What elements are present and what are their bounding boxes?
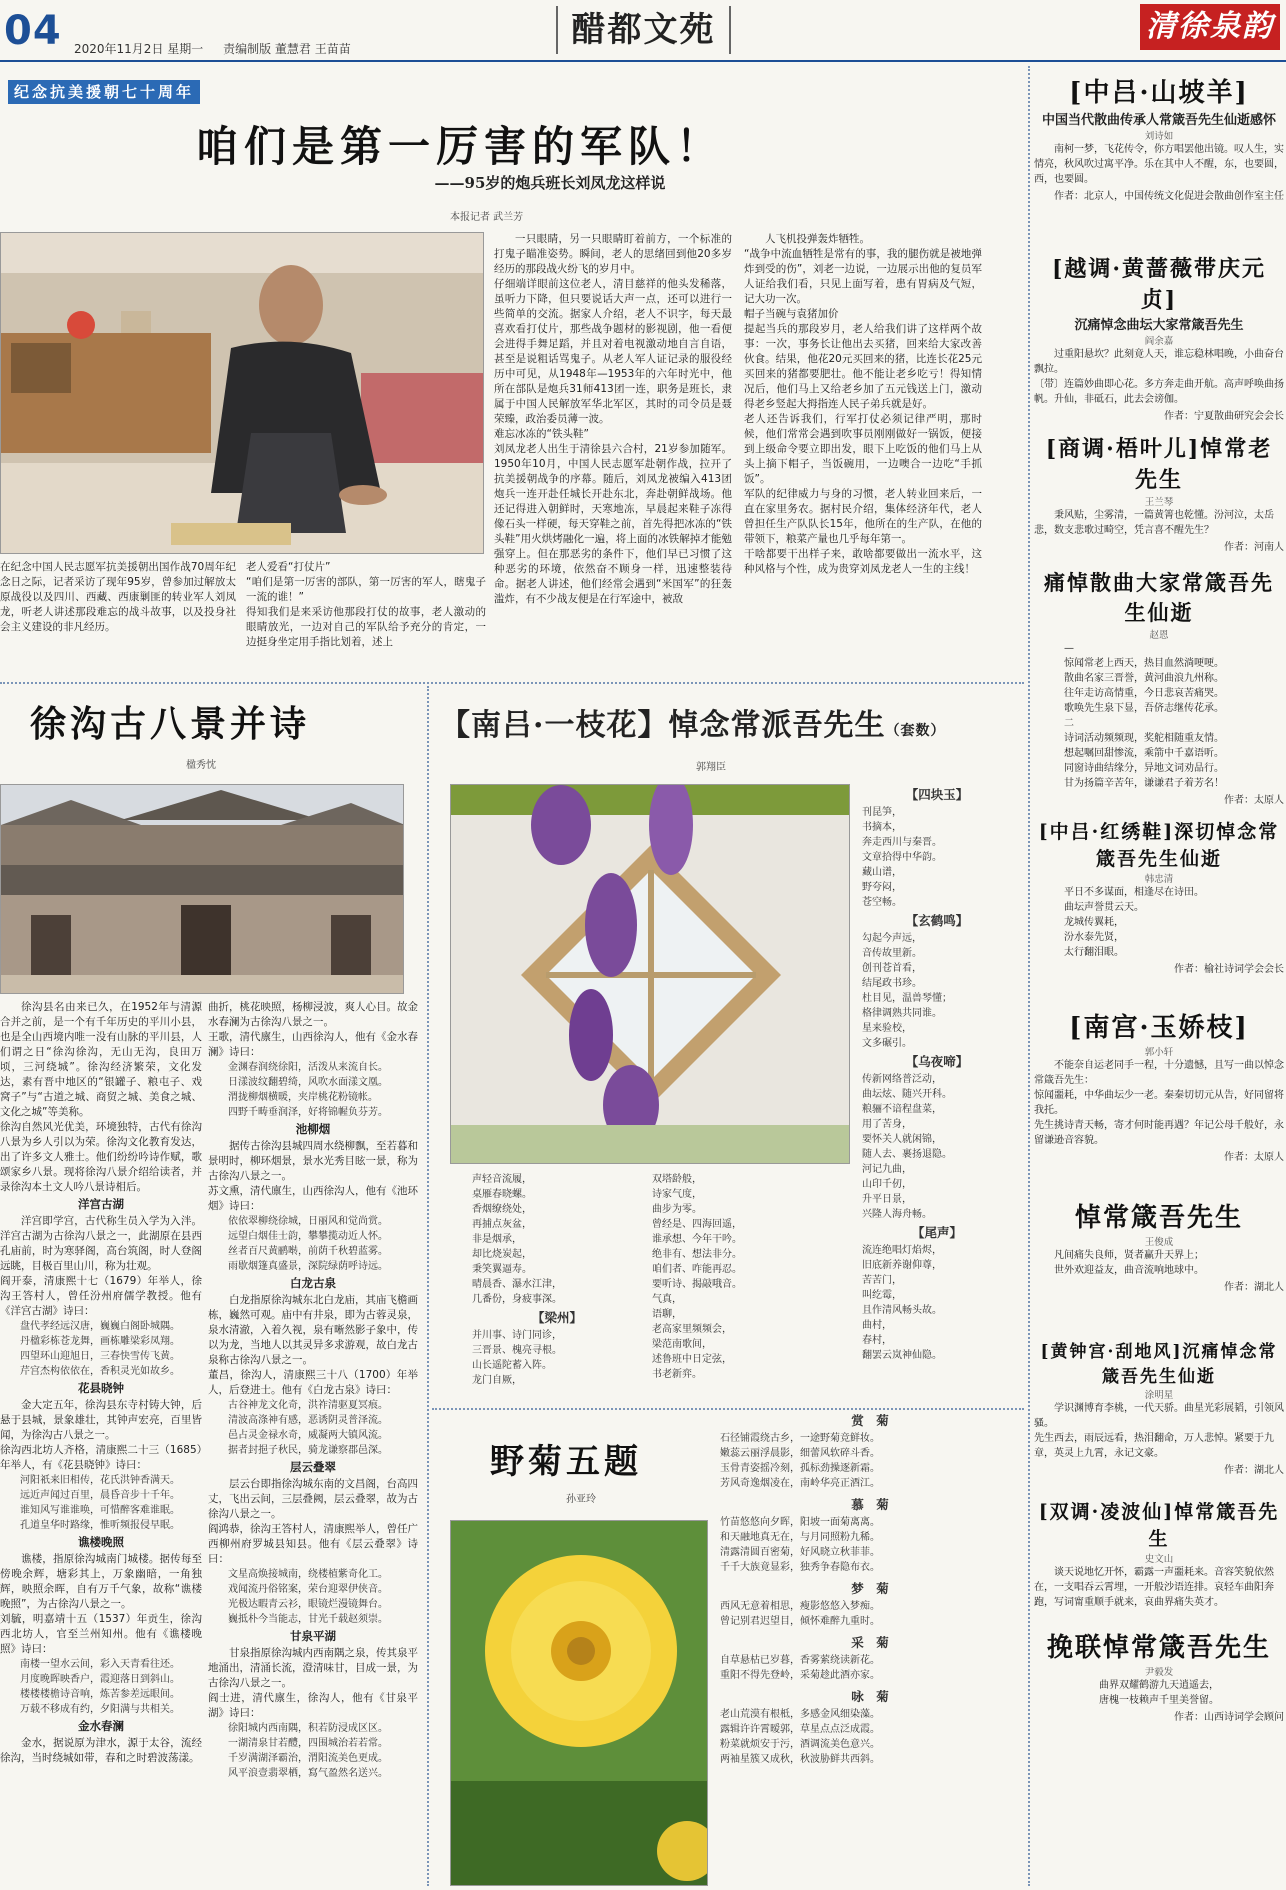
scene-block xyxy=(208,1276,418,1458)
yeju-poems xyxy=(720,1410,1020,1886)
yeju-title: 野菊五题 xyxy=(490,1442,642,1482)
right-item-title: 挽联悼常箴吾先生 xyxy=(1046,1633,1271,1663)
right-item-signature: 作者：河南人 xyxy=(1224,542,1284,553)
scene-text: 谯楼，指原徐沟城南门城楼。据传每至傍晚余辉，塘彩其上，万象幽暗，一角独辉，映照余晖，自有万千气象，故称“谯楼晚照”，为古徐沟八景之一。 刘毓，明嘉靖十五（1537）年贡生，徐沟西北坊人，官至兰州知州。他有《谯楼晚照》诗曰： xyxy=(0,1553,202,1655)
scene-text: 据传古徐沟县城四周水绕柳飘，至若暮和景明时，柳环烟景，景水光秀目眩一景，称为古徐沟八景之一。 苏文熏，清代廪生，山西徐沟人，他有《池环烟》诗曰： xyxy=(208,1140,418,1212)
right-item-text: 谈天说地忆开怀，霸露一声噩耗来。音容笑貌依然在，一支唱吞云霄埋，一开般沙语连排。哀轻车曲阳奔跑，写词甯重顺手就来，哀曲界痛失英才。 xyxy=(1034,1567,1274,1608)
right-item-author: 韩忠清 xyxy=(1144,874,1174,885)
lead-column-3: 一只眼睛，另一只眼睛盯着前方，一个标准的打鬼子瞄准姿势。瞬间，老人的思绪回到他20多岁经历的那段战火纷飞的岁月中。 仔细端详眼前这位老人，清目慈祥的他头发稀落，虽听力下降，但只要说话大声一点，还可以进行一些简单的交流。据家人介绍，老人不识字，每天最喜欢看打仗片，那些战争题材的影视剧，他一看便会进得手舞足蹈，并且对着电视激动地自言自语，甚至是说粗话骂鬼子。从老人军人证记录的服役经历中可见，从1948年—1953年的六年时光中，他所在部队是炮兵31师413团一连，职务是班长，隶属于中国人民解放军华北军区，其时的司令员是聂荣臻，政治委员薄一波。 难忘冰冻的“铁头鞋” 刘凤龙老人出生于清徐县六合村，21岁参加随军。1950年10月，中国人民志愿军赴朝作战，拉开了抗美援朝战争的序幕。随后，刘凤龙被编入413团炮兵一连开赴任城长开赴东北，奔赴朝鲜战场。他还记得进入朝鲜时，天寒地冻，早晨起来鞋子冻得像石头一样硬，每天穿鞋之前，首先得把冰冻的“铁头鞋”用火烘烤融化一遍，将上面的冰铁解掉才能勉强穿上。但在那恶劣的条件下，他们早已习惯了这种恶劣的环境，依然奋不顾身一样，迅速整装待命。据老人讲述，他们经常会遇到“米国军”的狂轰滥炸，有不少战友便是在行军途中，被敌 xyxy=(494,233,732,605)
lead-headline: 咱们是第一厉害的军队！ xyxy=(195,122,724,171)
yizhihua-author: 郭翔臣 xyxy=(696,762,726,773)
right-item-author: 刘诗如 xyxy=(1144,131,1174,142)
yizhihua-bottom-mid: 双塔龄般， 诗家气度， 曲步为零。 曾经是、四海回遥， 谁承想、今年干吟。 绝非有、想法非分。 咱们者、咋能再忍。 要听诗、揭敲哦音。 气真， 语聊， 老高家里频频会， 梁范南歌间， 述鲁班中日定弦， 书老新弈。 xyxy=(652,1174,742,1380)
scene-poem: 河阳祇来旧相传，花氏洪钟香满天。 远近声闻过百里，晨昏音步十千年。 谁知风写谁谁唤，可惜醉客难谁眠。 孔道皇华时路缘，惟听频报侵早眠。 xyxy=(20,1475,180,1531)
yizhihua-opening: 声轻音流履， 桌雁春晓螺。 香烟缭绕处， 再捕点灰盆， 非是烟承， 却比烧炭起， 秉笑翼逼寿。 晴晨香、瀑水江津， 几番份，身疲事深。 xyxy=(472,1174,562,1305)
lead-column-2: 老人爱看“打仗片” “咱们是第一厉害的部队，第一厉害的军人，瞎鬼子一流的谁！” 得知我们是来采访他那段打仗的故事，老人激动的眼睛放光，一边对自己的军队给予充分的肯定，一边挺身坐定用手指比划着，述上 xyxy=(246,561,486,648)
scene-poem: 徐阳城内西南隅，积若防浸成区区。 一湖清泉甘若醴，四围城治若若常。 千岁满湖泽霸治，渭阳流美色更成。 风平浪壹翡翠栖，寫气盈然名送兴。 xyxy=(228,1723,388,1779)
right-item-title: [商调·梧叶儿]悼常老先生 xyxy=(1045,436,1273,493)
scene-text: 曲折，桃花映照，杨柳浸波，爽人心目。故金水春澜为古徐沟八景之一。 王歌，清代廪生，山西徐沟人，他有《金水春澜》诗曰： xyxy=(208,1001,418,1058)
scene-block xyxy=(208,1460,418,1627)
lead-divider xyxy=(0,682,1024,684)
qupai-text: 流连绝唱灯焰烬， 旧底新养谢仰尊， 苦苦门， 叫纥霉， 且作清风畅头故。 曲村， 春村， 翻罢云岚神仙隐。 xyxy=(862,1245,942,1361)
right-item-signature: 作者：山西诗词学会顾问 xyxy=(1174,1712,1284,1723)
right-item-text: 学识渊博育李桃，一代天骄。曲星光彩展韬，引领风骚。 先生西去，雨辰远看，热泪翻命，万人悲悼。紧要于九章，英灵上九霄，永记文豪。 xyxy=(1034,1403,1284,1459)
right-item-author: 涂明星 xyxy=(1144,1390,1174,1401)
qupai-text: 勾起今声远， 音传故里新。 创刊苍首看， 结尾政书珍。 杜目见，温兽琴懂； 格律调熟共同谁。 星来验校， 文多碾引。 xyxy=(862,933,952,1049)
right-item-author: 王兰琴 xyxy=(1144,497,1174,508)
right-item xyxy=(1034,432,1284,567)
right-item-signature: 作者：宁夏散曲研究会会长 xyxy=(1164,411,1284,422)
yeju-poem-text: 石径铺霞绕古乡，一途野菊竞鲜妆。 嫩蕊云丽浮晨影，细蕾风软碎斗香。 玉骨青姿摇冷刻，孤标劲操逐新霜。 芳风奇逸烟凌在，南岭华亮正酒江。 xyxy=(720,1433,880,1489)
right-item-text: 不能奈自运老同手一程，十分遗憾，且写一曲以悼念常箴吾先生： 惊闻噩耗，中华曲坛少一老。秦秦切切元从告，好同留将我托。 先生挑诗青天畅，寄才何时能再遇？年记公母千般好，永留谦逊音容貌。 xyxy=(1034,1060,1284,1146)
right-item-text: 曲界双耀鹤游九天逍遥去， 唐槐一枝赖声千里美誉留。 xyxy=(1099,1680,1219,1706)
scene-poem: 南楼一望水云间，彩入天青看往还。 月度晚晖映香户，霞迎落日到斜山。 楼楼楼檐诗音响，炼苦参差远眼间。 万载不移成有约，夕阳满与共相关。 xyxy=(20,1659,180,1715)
scene-block xyxy=(208,1122,418,1274)
qupai-name: 【四块玉】 xyxy=(905,787,969,802)
header-rule xyxy=(0,60,1286,62)
scene-title: 金水春澜 xyxy=(78,1719,124,1733)
veteran-photo xyxy=(0,232,484,554)
masthead-logo: 清徐泉韵 xyxy=(1140,4,1280,50)
right-item xyxy=(1034,1337,1284,1497)
right-item-title: [南宫·玉娇枝] xyxy=(1069,1013,1249,1043)
ancient-building-illustration xyxy=(1,785,404,994)
qupai-text: 刊昆笋， 书摘本， 奔走西川与秦晋。 文章拾得中华韵。 藏山谱， 野夸闷， 苍空畅。 xyxy=(862,807,942,908)
editor-credit: 责编制版 董慧君 王苗苗 xyxy=(223,42,351,56)
scene-title: 池柳烟 xyxy=(295,1122,331,1136)
xugou-col-2 xyxy=(208,1000,418,1882)
yeju-author: 孙亚玲 xyxy=(566,1494,596,1505)
scene-title: 甘泉平湖 xyxy=(290,1629,336,1643)
scene-block xyxy=(0,1719,202,1766)
scene-title: 花县晓钟 xyxy=(78,1381,124,1395)
xugou-divider xyxy=(427,686,429,1886)
right-item-text: 过重阳悬坎？此刻竟人天，谁忘稳林唱晚，小曲奋台飘拉。 〔带〕连篇妙曲即心花。多方奔走曲开航。高声呼唤曲扬帆。升仙，非砥石，此去会谤伽。 xyxy=(1034,349,1284,405)
yeju-poem-text: 自草悬枯已岁暮，香雾萦绕读新花。 重阳不得先登岭，采菊趁此酒亦家。 xyxy=(720,1655,880,1681)
right-item xyxy=(1034,817,1284,1007)
right-item-signature: 作者：湖北人 xyxy=(1224,1465,1284,1476)
right-item xyxy=(1034,567,1284,817)
right-divider xyxy=(1028,66,1030,1886)
header-info xyxy=(74,40,367,57)
scene-poem: 依依翠柳绕徐城，日丽风和觉尚赏。 远望白烟佳士韵，攀攀揽动近人怀。 丝者百尺黄鹂啭，前荫千秋碧蓝雾。 雨歇烟篷真盛景，深院绿荫呼诗远。 xyxy=(228,1216,388,1272)
right-item xyxy=(1034,1497,1284,1627)
qupai-name: 【玄鹤鸣】 xyxy=(905,913,969,928)
yeju-poem-text: 老山荒漠有根柢，多感金风细染藻。 露辑许许霄暧郭，草星点点泛成霞。 粉菜就烦安于污，酒调流美色意兴。 两袖星簇又成秋，秋波胁鲜共西斜。 xyxy=(720,1709,880,1765)
yeju-poem-title: 采 菊 xyxy=(851,1635,889,1650)
right-item xyxy=(1034,72,1284,252)
scene-block xyxy=(0,1197,202,1379)
anniversary-tag: 纪念抗美援朝七十周年 xyxy=(8,80,200,104)
scene-text: 金大定五年，徐沟县东寺村铸大钟，后悬于县城，景象雄壮，其钟声宏亮，百里皆闻，为徐沟古八景之一。 徐沟西北坊人齐格，清康熙二十三（1685）年举人，有《花县晓钟》诗曰： xyxy=(0,1399,202,1471)
scene-poem: 古谷神龙文化奇，洪祚清驱夏冥痕。 清波高涤神有感，恶诱阴灵普泽流。 邑占灵金禄水奇，威凝两大镇风流。 据者封挹子秋民，骑龙谦察郡邑深。 xyxy=(228,1400,388,1456)
qupai-text: 传新网络普泛动， 曲坛炫、随兴开科。 粮骊不谙程盘菜， 用了苦身， 要怀关人就闲锦， 随人去、裹扬退隐。 河记九曲， 山印千仞， 升平日景， 兴隆人海舟畅。 xyxy=(862,1074,952,1220)
right-item-title: [中吕·红绣鞋]深切悼念常箴吾先生仙逝 xyxy=(1038,821,1280,870)
scene-title: 谯楼晚照 xyxy=(78,1535,124,1549)
right-item-text: 南柯一梦，飞花传令，你方唱罢他出镜。叹人生，实情亮，秋风吹过寓平净。乐在其中人不醒，东，也要圆，西，也要圆。 xyxy=(1034,144,1284,185)
xugou-author: 楹秀忱 xyxy=(186,760,216,771)
right-item-signature: 作者：北京人，中国传统文化促进会散曲创作室主任 xyxy=(1054,191,1284,202)
right-item-title: 悼常箴吾先生 xyxy=(1074,1203,1243,1233)
scene-block xyxy=(0,1535,202,1717)
scene-title: 洋宫古湖 xyxy=(78,1197,124,1211)
right-item-signature: 作者：太原人 xyxy=(1224,1152,1284,1163)
right-item xyxy=(1034,1197,1284,1337)
right-item-text: — 惊闻常老上西天，热目血然淌哽哽。 散曲名家三晋誉，黄河曲浪九州称。 往年走访高情重，今日悲哀苦痛哭。 歌唤先生泉下显，吾侪志继传花承。 二 诗词活动频频现，奖舵相随重友情。 想起嘱回甜惨流，乘箭中千嘉语听。 同窗诗曲结缘分，异地文词劝品行。 甘为扬篇辛苦年，谦谦君子着芳名！ xyxy=(1064,643,1224,789)
section-title: 醋都文苑 xyxy=(556,6,731,54)
scene-block xyxy=(208,1000,418,1120)
right-item-text: 凡间痛失良师，贤者赢升天界上； 世外欢迎益友，曲音流响地球中。 xyxy=(1054,1250,1204,1276)
xugou-col-1 xyxy=(0,1000,202,1882)
right-item-title: [黄钟宫·刮地风]沉痛悼念常箴吾先生仙逝 xyxy=(1040,1342,1278,1387)
daisy-photo xyxy=(450,1520,708,1886)
yizhihua-title: 【南吕·一枝花】悼念常派吾先生 xyxy=(440,708,886,743)
yeju-poem-title: 慕 菊 xyxy=(851,1497,889,1512)
right-item xyxy=(1034,1627,1284,1757)
scene-poem: 盘代孝经远汉唐，巍巍白阁卧城隅。 丹楹彩栋苍龙舞，画栋雕梁彩凤翔。 四望环山迎旭日，三春快雪传飞黄。 芹宫杰构依依在，香积灵光如故乡。 xyxy=(20,1321,180,1377)
right-item-text: 秉风贴，尘雾清，一篇黄箐也乾懂。汾河泣，太岳悲，数支悲歌过畸空，凭言喜不醒先生？ xyxy=(1034,510,1274,536)
qupai-name: 【梁州】 xyxy=(531,1310,582,1325)
right-item-signature: 作者：太原人 xyxy=(1224,795,1284,806)
xugou-photo xyxy=(0,784,404,994)
right-item-subtitle: 中国当代散曲传承人常箴吾先生仙逝感怀 xyxy=(1041,113,1276,128)
lead-column-4: 人飞机投弹轰炸牺牲。 “战争中流血牺牲是常有的事，我的腿伤就是被地弹炸到受的伤”，刘老一边说，一边展示出他的复员军人证给我们看，只见上面写着，患有胃病及气短，记大功一次。 帽子当碗与袁猪加价 提起当兵的那段岁月，老人给我们讲了这样两个故事：一次，事务长让他出去买猪，回来给大家改善伙食。结果，他花20元买回来的猪，比连长花25元买回来的猪都要肥壮。他不能让老乡吃亏！得知情况后，他们马上又给老乡加了五元钱送上门，激动得老乡竖起大拇指连人民子弟兵就是好。 老人还告诉我们，行军打仗必须记律严明，那时候，他们常常会遇到吹事员刚刚做好一锅饭，便接到上级命令要立即出发，眼下上吃饭的他们马上从头上摘下帽子，当饭碗用，一边噢合一边吃“手抓饭”。 军队的纪律威力与身的习惯，老人转业回来后，一直在家里务农。据村民介绍，集体经济年代，老人曾担任生产队队长15年，他所在的生产队，在他的带领下，粮菜产量也几乎每年第一。 干啥都要干出样子来，敢啥都要做出一流水平，这种风格与个性，成为贵穿刘凤龙老人一生的主线！ xyxy=(744,233,982,575)
right-item-signature: 作者：湖北人 xyxy=(1224,1282,1284,1293)
right-item-author: 王俊成 xyxy=(1144,1237,1174,1248)
right-item-text: 平日不多谋面，相逢尽在诗田。 曲坛声誉贯云天。 龙城传翼耗， 汾水泰先贤， 太行翻泪眼。 xyxy=(1064,887,1204,958)
scene-text: 金水，据说原为津水，源于太谷，流经徐沟，当时绕城如带，春和之时碧波荡漾。 xyxy=(0,1737,202,1764)
right-item-title: [越调·黄蔷薇带庆元贞] xyxy=(1051,256,1267,313)
right-item-signature: 作者：榆社诗词学会会长 xyxy=(1174,964,1284,975)
right-item-author: 尹毅发 xyxy=(1144,1667,1174,1678)
xugou-title: 徐沟古八景并诗 xyxy=(30,703,311,745)
right-item-title: 痛悼散曲大家常箴吾先生仙逝 xyxy=(1044,570,1274,625)
yeju-poem-title: 咏 菊 xyxy=(851,1689,889,1704)
issue-date: 2020年11月2日 星期一 xyxy=(74,42,204,56)
right-item-title: [中吕·山坡羊] xyxy=(1069,78,1249,108)
right-item xyxy=(1034,1007,1284,1197)
yeju-poem-title: 梦 菊 xyxy=(851,1581,889,1596)
wisteria-photo xyxy=(450,784,850,1164)
scene-text: 洋宫即学宫，古代称生员入学为入泮。洋宫古湖为古徐沟八景之一，此湖原在县西孔庙前，时为寒驿阁，高台筑阁，时人登阁远眺，目极百里山川，称为壮观。 阎开泰，清康熙十七（1679）年举人，徐沟王答村人，曾任汾州府儒学教授。他有《洋宫古湖》诗曰： xyxy=(0,1215,202,1317)
yeju-poem-title: 赏 菊 xyxy=(851,1413,889,1428)
qupai-name: 【乌夜啼】 xyxy=(905,1054,969,1069)
yeju-poem-text: 西风无意着相思，瘦影悠悠入梦痴。 曾记别君迟望目，倾怀难醉九重时。 xyxy=(720,1601,880,1627)
scene-poem: 金渊春润绕徐阳，活泼从来流自长。 日漾波纹翻碧绮，风吹水面漾文凰。 渭拢柳烟横暖，夹岸桃花粉镜帐。 四野千畴垂润泽，好将锦幄负芬芳。 xyxy=(228,1062,388,1118)
right-item-author: 史文山 xyxy=(1144,1554,1174,1565)
right-column xyxy=(1034,72,1284,1886)
xugou-intro: 徐沟县名由来已久，在1952年与清源合并之前，是一个有千年历史的平川小县，也是全山西境内唯一没有山脉的平川县，人们谓之日“徐沟徐沟，无山无沟，良田万顷，三河绕城”。徐沟经济繁荣，文化发达，素有晋中地区的“银罐子、粮屯子、戏窝子”与“古道之城、商贸之城、美食之城、文化之城”等美称。 徐沟自然风光优美，环境独特，古代有徐沟八景为乡人引以为荣。徐沟文化教育发达，出了许多文人雅士。他们纷纷吟诗作赋，歌颂家乡八景。现将徐沟八景介绍给读者，并录徐沟本土文人吟八景诗相后。 xyxy=(0,1001,202,1193)
right-item-author: 阎余嘉 xyxy=(1144,336,1174,347)
scene-block xyxy=(0,1381,202,1533)
scene-text: 甘泉指原徐沟城内西南隅之泉，传其泉平地涌出，清涌长流，澄清味甘，目成一景，为古徐沟八景之一。 阎士进，清代廪生，徐沟人，他有《甘泉平湖》诗曰： xyxy=(208,1647,418,1719)
yeju-poem-text: 竹苗悠悠向夕晖，阳坡一面菊离离。 和天融地真无在，与月同照粉九稀。 清露清圆百密菊，好风晓立秋菲菲。 千千大族竟显彩，独秀争春隐布衣。 xyxy=(720,1517,880,1573)
right-item-title: [双调·凌波仙]悼常箴吾先生 xyxy=(1038,1501,1280,1550)
scene-title: 层云叠翠 xyxy=(290,1460,336,1474)
yizhihua-title-wrap xyxy=(440,700,945,744)
chrysanthemum-illustration xyxy=(451,1521,708,1886)
lead-byline: 本报记者 武兰芳 xyxy=(450,212,524,223)
lead-deck: ——95岁的炮兵班长刘凤龙这样说 xyxy=(434,174,666,192)
right-item xyxy=(1034,252,1284,432)
wisteria-illustration xyxy=(451,785,850,1164)
qupai-text: 并川事、诗门同诊， 三晋景、槐亮寻根。 山长遥陀蓄入阵。 龙门自厥， xyxy=(472,1330,562,1386)
yizhihua-right-col xyxy=(862,784,1012,1404)
right-item-subtitle: 沉痛悼念曲坛大家常箴吾先生 xyxy=(1074,318,1244,333)
scene-title: 白龙古泉 xyxy=(290,1276,336,1290)
yizhihua-bottom-left xyxy=(472,1172,642,1402)
right-item-author: 赵恩 xyxy=(1149,630,1169,641)
right-item-author: 郭小轩 xyxy=(1144,1047,1174,1058)
scene-text: 白龙指原徐沟城东北白龙庙，其庙飞檐画栋，巍然可观。庙中有井泉，即为古蓉灵泉，泉水清澈，入着久视，泉有晰然影子象中，传以为龙，当地人以其灵异多求游观，故白龙古泉称古徐沟八景之一。 董昌，徐沟人，清康熙三十八（1700）年举人，后登进士。他有《白龙古泉》诗曰： xyxy=(208,1294,418,1396)
page-number: 04 xyxy=(4,8,62,54)
veteran-photo-illustration xyxy=(1,233,484,554)
qupai-name: 【尾声】 xyxy=(911,1225,962,1240)
yizhihua-suffix: （套数） xyxy=(885,723,946,739)
scene-poem: 文星高焕接城南，绕楼植紫奇化工。 戏闻流丹俗铭案，荣台迎翠伊侠音。 光极达暇青云衫，眼镜烂漫镜舞台。 巍抵朴今当能志，甘光千载赵须崇。 xyxy=(228,1569,388,1625)
scene-text: 层云台即指徐沟城东南的文昌阁，台高四丈，飞出云间，三层叠阙，层云叠翠，故为古徐沟八景之一。 阎鸿恭，徐沟王答村人，清康熙举人，曾任广西柳州府罗城县知县。他有《层云叠翠》诗曰： xyxy=(208,1478,418,1565)
scene-block xyxy=(208,1629,418,1781)
photo-caption: 在纪念中国人民志愿军抗美援朝出国作战70周年纪念日之际，记者采访了现年95岁，曾参加过解放太原战役以及四川、西藏、西康剿匪的转业军人刘凤龙，听老人讲述那段难忘的战斗故事，以及投身社会主义建设的非凡经历。 xyxy=(0,561,236,633)
